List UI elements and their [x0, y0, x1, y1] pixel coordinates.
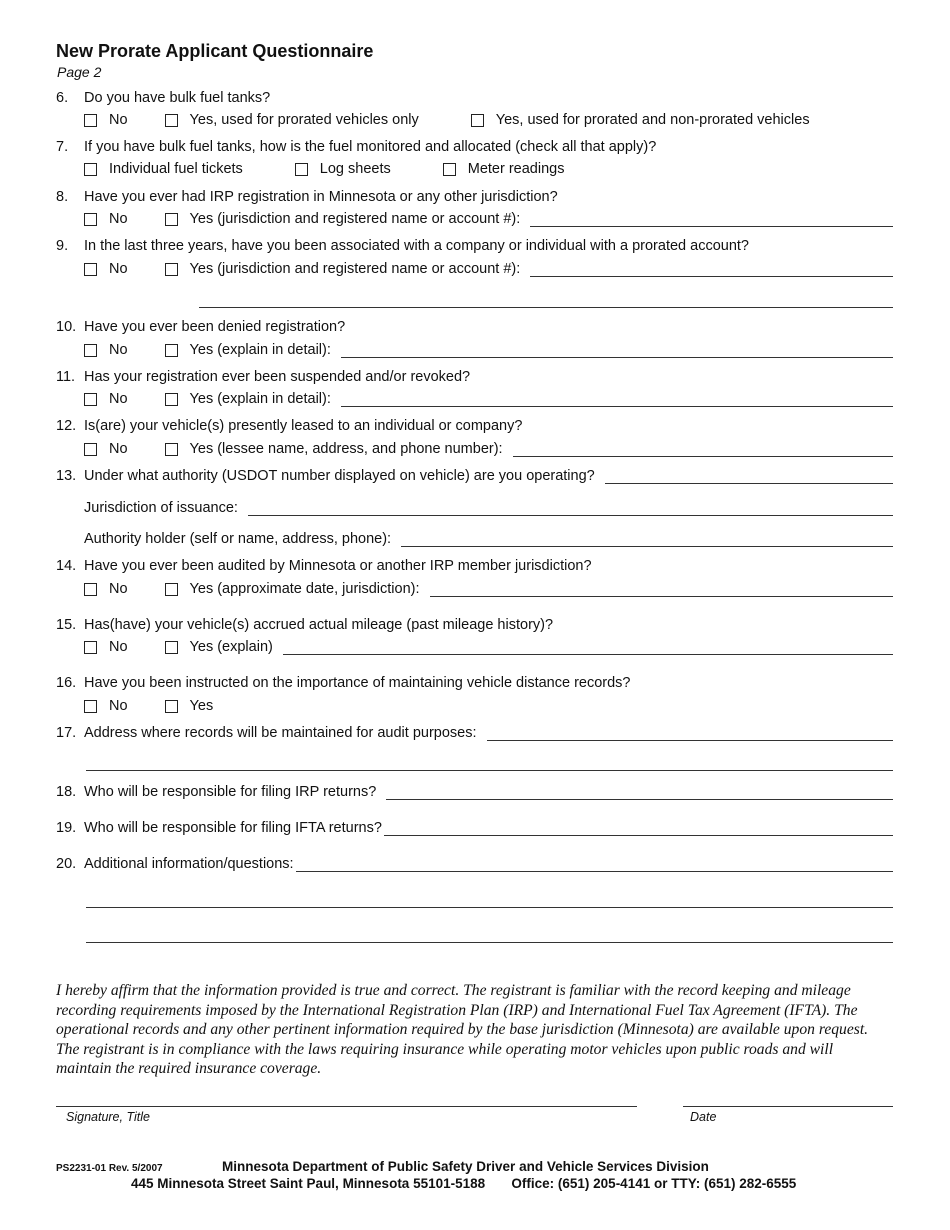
option-label: No: [109, 441, 128, 457]
option-no[interactable]: [84, 110, 128, 130]
answer-line[interactable]: [530, 211, 893, 227]
field-label: Authority holder (self or name, address, phone):: [84, 531, 392, 547]
option-label: No: [109, 391, 128, 407]
answer-line[interactable]: [384, 820, 893, 836]
checkbox[interactable]: [84, 263, 97, 276]
option-label: No: [109, 342, 128, 358]
answer-line[interactable]: [248, 500, 893, 516]
checkbox[interactable]: [165, 263, 178, 276]
form-number: PS2231-01 Rev. 5/2007: [56, 1163, 163, 1174]
option-yes[interactable]: [165, 637, 273, 657]
checkbox[interactable]: [165, 641, 178, 654]
question-text: Additional information/questions:: [84, 856, 294, 872]
option-no[interactable]: [84, 259, 128, 279]
question-9-options: [84, 259, 893, 279]
answer-line[interactable]: [341, 391, 893, 407]
answer-line-continuation[interactable]: [86, 770, 893, 771]
checkbox[interactable]: [295, 163, 308, 176]
form-title: New Prorate Applicant Questionnaire: [56, 41, 374, 61]
option-no[interactable]: [84, 579, 128, 599]
question-14: [56, 556, 893, 576]
option-label: Yes (explain in detail):: [189, 342, 331, 358]
question-6-options: [84, 110, 893, 130]
question-14-options: [84, 579, 893, 599]
date-line[interactable]: [683, 1106, 893, 1107]
question-17: [56, 723, 893, 743]
question-number: 20.: [56, 856, 77, 872]
question-15: [56, 615, 893, 635]
question-text: Have you ever had IRP registration in Minnesota or any other jurisdiction?: [84, 189, 558, 205]
question-8: [56, 187, 893, 207]
question-text: Have you been instructed on the importance of maintaining vehicle distance records?: [84, 675, 631, 691]
option-individual-fuel-tickets[interactable]: [84, 159, 243, 179]
checkbox[interactable]: [84, 213, 97, 226]
question-13: [56, 466, 893, 486]
question-text: Has your registration ever been suspended and/or revoked?: [84, 369, 471, 385]
option-label: Yes (jurisdiction and registered name or account #):: [189, 261, 521, 277]
question-number: 12.: [56, 418, 77, 434]
checkbox[interactable]: [84, 700, 97, 713]
answer-line[interactable]: [487, 725, 893, 741]
question-10: [56, 317, 893, 337]
authority-holder: [84, 529, 893, 549]
question-text: Have you ever been denied registration?: [84, 319, 346, 335]
question-number: 19.: [56, 820, 77, 836]
option-log-sheets[interactable]: [295, 159, 391, 179]
answer-line[interactable]: [605, 468, 893, 484]
answer-line-continuation[interactable]: [199, 307, 893, 308]
option-label: No: [109, 639, 128, 655]
question-text: Under what authority (USDOT number displayed on vehicle) are you operating?: [84, 468, 595, 484]
question-number: 10.: [56, 319, 77, 335]
department-address: 445 Minnesota Street Saint Paul, Minnesota 55101-5188 Office: (651) 205-4141 or TTY: (651) 282-6555: [131, 1176, 797, 1191]
question-number: 15.: [56, 617, 77, 633]
option-label: No: [109, 581, 128, 597]
option-no[interactable]: [84, 439, 128, 459]
question-12-options: [84, 439, 893, 459]
answer-line[interactable]: [401, 531, 893, 547]
option-label: No: [109, 698, 128, 714]
question-11: [56, 367, 893, 387]
checkbox[interactable]: [84, 344, 97, 357]
affirmation-statement: I hereby affirm that the information provided is true and correct. The registrant is familiar with the record keeping and mileage recording requirements imposed by the International Registration Plan (IRP) and International Fuel Tax Agreement (IFTA). The operational records and any other pertinent information required by the base jurisdiction (Minnesota) are available upon request. The registrant is in compliance with the laws requiring insurance while operating motor vehicles upon public roads and will maintain the required insurance coverage.: [56, 982, 869, 1078]
option-label: Individual fuel tickets: [109, 161, 243, 177]
option-yes[interactable]: [165, 259, 521, 279]
option-yes[interactable]: [165, 439, 503, 459]
question-text: Address where records will be maintained for audit purposes:: [84, 725, 477, 741]
question-number: 11.: [56, 369, 76, 385]
question-20: [56, 854, 893, 874]
question-number: 7.: [56, 139, 69, 155]
question-text: Who will be responsible for filing IRP returns?: [84, 784, 377, 800]
answer-line-continuation[interactable]: [86, 942, 893, 943]
answer-line[interactable]: [513, 441, 893, 457]
checkbox[interactable]: [84, 583, 97, 596]
option-label: Yes (jurisdiction and registered name or account #):: [189, 211, 521, 227]
option-label: Yes: [189, 698, 214, 714]
option-no[interactable]: [84, 696, 128, 716]
checkbox[interactable]: [165, 700, 178, 713]
option-meter-readings[interactable]: [443, 159, 565, 179]
question-7-options: [84, 159, 893, 179]
question-number: 16.: [56, 675, 77, 691]
checkbox[interactable]: [165, 213, 178, 226]
option-no[interactable]: [84, 340, 128, 360]
option-yes[interactable]: [165, 389, 331, 409]
question-text: Have you ever been audited by Minnesota or another IRP member jurisdiction?: [84, 558, 592, 574]
checkbox[interactable]: [84, 443, 97, 456]
answer-line[interactable]: [386, 784, 893, 800]
question-8-options: [84, 209, 893, 229]
question-text: Has(have) your vehicle(s) accrued actual mileage (past mileage history)?: [84, 617, 554, 633]
question-number: 17.: [56, 725, 77, 741]
checkbox[interactable]: [84, 163, 97, 176]
question-text: Do you have bulk fuel tanks?: [84, 90, 271, 106]
option-label: Yes, used for prorated vehicles only: [189, 112, 419, 128]
question-text: Is(are) your vehicle(s) presently leased to an individual or company?: [84, 418, 523, 434]
jurisdiction-of-issuance: [84, 498, 893, 518]
option-label: No: [109, 112, 128, 128]
signature-line[interactable]: [56, 1106, 637, 1107]
question-text: Who will be responsible for filing IFTA returns?: [84, 820, 382, 836]
question-6: [56, 88, 893, 108]
question-number: 6.: [56, 90, 69, 106]
question-7: [56, 137, 893, 157]
option-label: No: [109, 211, 128, 227]
answer-line[interactable]: [530, 261, 893, 277]
option-yes-prorated-and-non-prorated[interactable]: [471, 110, 810, 130]
question-19: [56, 818, 893, 838]
question-16: [56, 673, 893, 693]
question-number: 8.: [56, 189, 69, 205]
answer-line[interactable]: [283, 639, 893, 655]
checkbox[interactable]: [165, 344, 178, 357]
department-name: Minnesota Department of Public Safety Driver and Vehicle Services Division: [222, 1159, 709, 1174]
option-no[interactable]: [84, 637, 128, 657]
checkbox[interactable]: [84, 393, 97, 406]
option-label: No: [109, 261, 128, 277]
option-label: Yes (explain in detail):: [189, 391, 331, 407]
date-label: Date: [690, 1110, 717, 1124]
option-yes[interactable]: [165, 579, 420, 599]
checkbox[interactable]: [471, 114, 484, 127]
question-15-options: [84, 637, 893, 657]
question-number: 13.: [56, 468, 77, 484]
option-label: Yes (lessee name, address, and phone number):: [189, 441, 503, 457]
option-label: Yes (approximate date, jurisdiction):: [189, 581, 420, 597]
option-yes[interactable]: [165, 696, 214, 716]
option-label: Meter readings: [467, 161, 565, 177]
checkbox[interactable]: [84, 114, 97, 127]
checkbox[interactable]: [165, 114, 178, 127]
question-text: If you have bulk fuel tanks, how is the fuel monitored and allocated (check all that apply)?: [84, 139, 657, 155]
question-text: In the last three years, have you been associated with a company or individual with a prorated account?: [84, 238, 749, 254]
answer-line[interactable]: [296, 856, 893, 872]
question-9: [56, 236, 893, 256]
option-label: Yes (explain): [189, 639, 273, 655]
question-12: [56, 416, 893, 436]
option-no[interactable]: [84, 389, 128, 409]
answer-line[interactable]: [341, 342, 893, 358]
question-number: 18.: [56, 784, 77, 800]
question-10-options: [84, 340, 893, 360]
question-18: [56, 782, 893, 802]
answer-line[interactable]: [430, 581, 893, 597]
field-label: Jurisdiction of issuance:: [84, 500, 238, 516]
checkbox[interactable]: [165, 583, 178, 596]
question-number: 14.: [56, 558, 77, 574]
option-yes[interactable]: [165, 209, 521, 229]
checkbox[interactable]: [165, 443, 178, 456]
page-number: Page 2: [57, 64, 102, 80]
option-label: Yes, used for prorated and non-prorated vehicles: [495, 112, 810, 128]
question-11-options: [84, 389, 893, 409]
option-no[interactable]: [84, 209, 128, 229]
checkbox[interactable]: [443, 163, 456, 176]
checkbox[interactable]: [84, 641, 97, 654]
answer-line-continuation[interactable]: [86, 907, 893, 908]
question-number: 9.: [56, 238, 69, 254]
option-label: Log sheets: [319, 161, 391, 177]
option-yes[interactable]: [165, 340, 331, 360]
signature-label: Signature, Title: [66, 1110, 150, 1124]
option-yes-prorated-only[interactable]: [165, 110, 419, 130]
question-16-options: [84, 696, 893, 716]
checkbox[interactable]: [165, 393, 178, 406]
